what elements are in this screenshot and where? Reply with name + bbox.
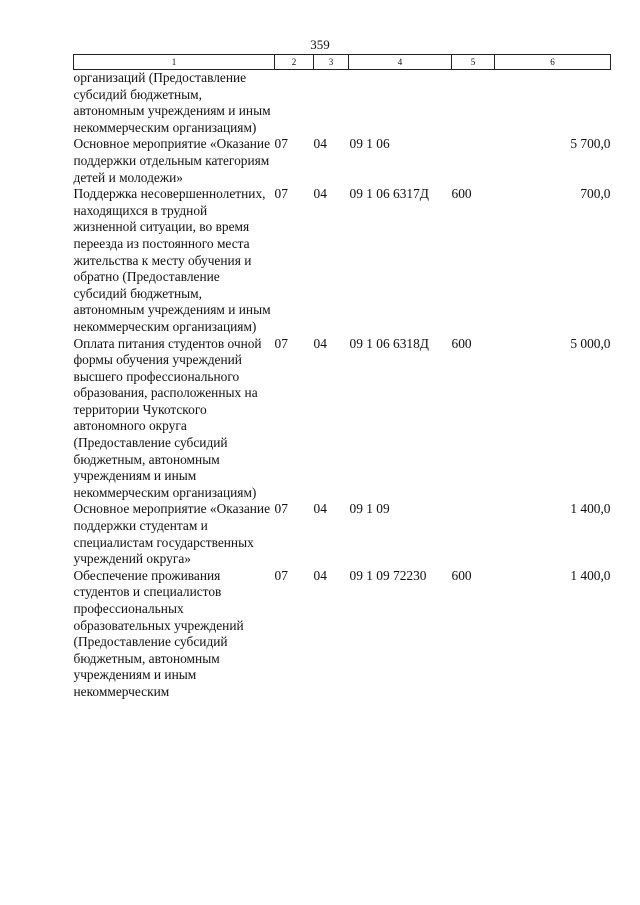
row-subsection: 04 [313,136,327,152]
row-name: Основное мероприятие «Оказание поддержки отдельным категориям детей и молодежи» [73,136,271,185]
row-subsection: 04 [313,567,327,583]
row-expense-type [452,136,495,186]
table-row [74,568,611,701]
row-section: 07 [274,335,288,351]
row-amount: 5 000,0 [570,335,611,351]
row-target-code: 09 1 06 6318Д [349,335,429,351]
row-target-code: 09 1 09 [349,501,390,517]
row-target-code: 09 1 06 6317Д [349,186,429,202]
header-col-1: 1 [74,55,275,70]
header-col-6: 6 [495,55,611,70]
row-section: 07 [274,501,288,517]
row-amount: 700,0 [580,186,611,202]
row-subsection: 04 [313,186,327,202]
page-number: 359 [310,37,330,52]
row-target-code [349,70,452,137]
row-target-code: 09 1 06 [349,136,390,152]
row-subsection [314,70,349,137]
row-section: 07 [274,136,288,152]
row-amount [495,70,611,137]
row-name: Обеспечение проживания студентов и специалистов профессиональных образовательных учреждений (Предоставление субсидий бюджетным, автономным учреждениям и иным некоммерческим [73,567,244,699]
table-row [74,186,611,335]
table-row [74,501,611,567]
row-expense-type: 600 [451,335,472,351]
row-name: Поддержка несовершеннолетних, находящихся в трудной жизненной ситуации, во время переезда из постоянного места жительства к месту обучения и обратно (Предоставление субсидий бюджетным, автономным учреждениям и иным некоммерческим организациям) [73,186,271,334]
row-expense-type: 600 [451,186,472,202]
row-amount: 1 400,0 [570,567,611,583]
row-expense-type [452,501,495,567]
row-name: Оплата питания студентов очной формы обучения учреждений высшего профессионального образования, расположенных на территории Чукотского автономного округа (Предоставление субсидий бюджетным, автономным учреждениям и иным некоммерческим организациям) [73,335,262,500]
row-amount: 5 700,0 [570,136,611,152]
row-section [275,70,314,137]
header-col-4: 4 [349,55,452,70]
row-name: Основное мероприятие «Оказание поддержки студентам и специалистам государственных учреждений округа» [73,501,271,567]
row-subsection: 04 [313,335,327,351]
row-name: организаций (Предоставление субсидий бюджетным, автономным учрeждениям и иным некоммерческим организациям) [73,70,271,135]
header-col-5: 5 [452,55,495,70]
row-subsection: 04 [313,501,327,517]
header-row [74,55,611,70]
row-expense-type: 600 [451,567,472,583]
header-col-3: 3 [314,55,349,70]
row-section: 07 [274,186,288,202]
table-row [74,136,611,186]
table-row [74,336,611,502]
row-target-code: 09 1 09 72230 [349,567,427,583]
table-row [74,70,611,137]
table-body [74,70,611,701]
row-amount: 1 400,0 [570,501,611,517]
table-header [74,55,611,70]
row-section: 07 [274,567,288,583]
row-expense-type [452,70,495,137]
budget-table [73,54,611,701]
header-col-2: 2 [275,55,314,70]
